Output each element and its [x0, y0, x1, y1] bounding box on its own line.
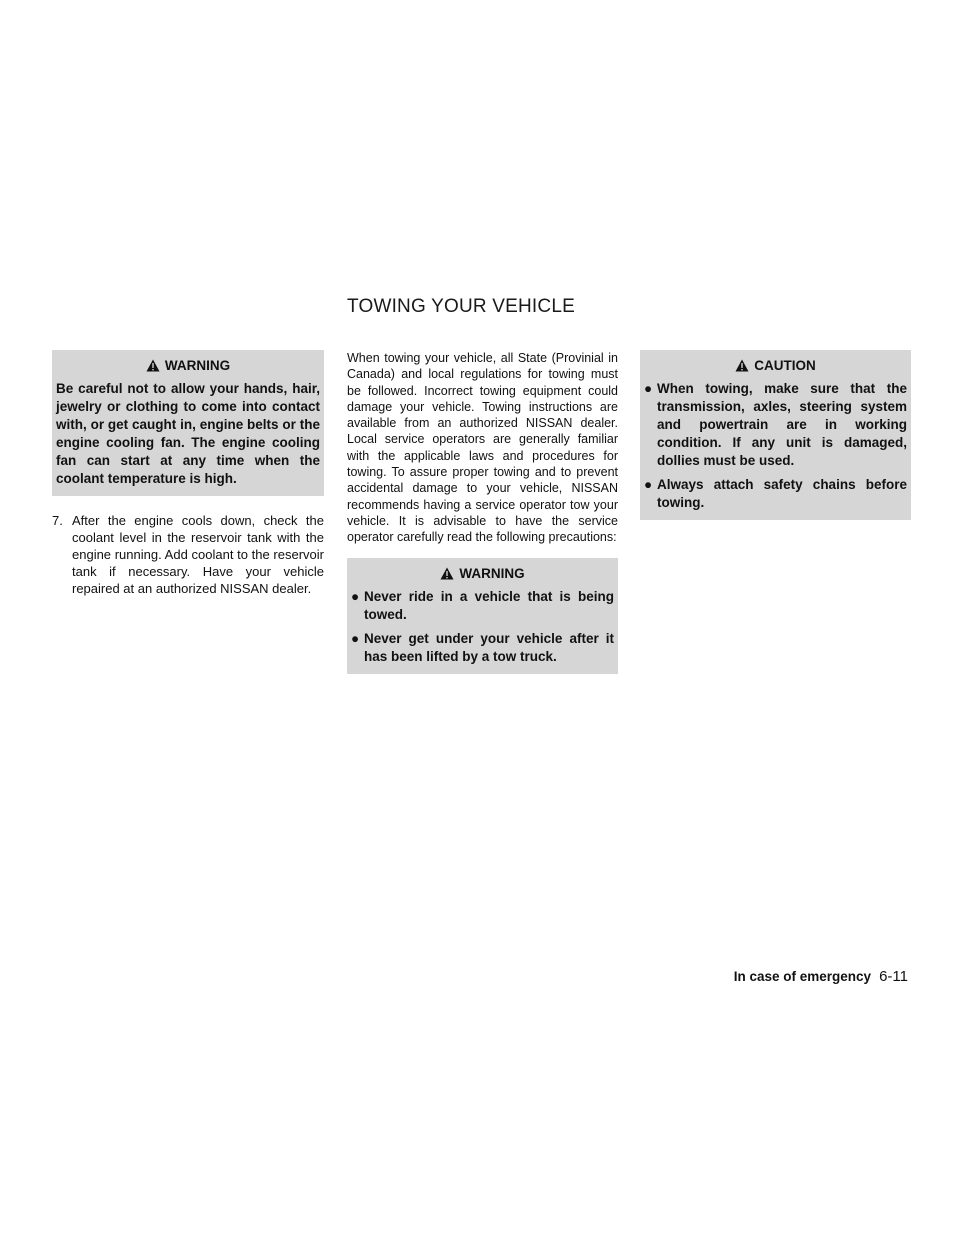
list-item: ● Always attach safety chains before towing. [644, 477, 907, 510]
column-middle [347, 350, 618, 674]
section-title: TOWING YOUR VEHICLE [347, 296, 575, 317]
column-right [640, 350, 911, 520]
bullet-icon: ● [351, 588, 360, 604]
step-text: After the engine cools down, check the coolant level in the reservoir tank with the engine running. Add coolant to the reservoir tank if necessary. Have your vehicle repaired at an authorized NISSAN dealer. [72, 513, 324, 596]
caution-heading [644, 358, 907, 373]
warning-heading-text: WARNING [459, 565, 525, 581]
warning-heading-text: WARNING [164, 358, 231, 373]
page-footer [734, 968, 908, 985]
bullet-icon: ● [644, 381, 653, 396]
step-item [52, 512, 324, 597]
list-item: ● Never get under your vehicle after it has been lifted by a tow truck. [351, 630, 614, 664]
warning-triangle-icon [440, 567, 454, 580]
caution-heading-text: CAUTION [754, 358, 816, 373]
warning-triangle-icon [735, 359, 749, 372]
page-number: 6-11 [879, 968, 908, 985]
warning-box-towing [347, 558, 618, 674]
towing-paragraph: When towing your vehicle, all State (Provinial in Canada) and local regulations for towing must be followed. Incorrect towing equipment could damage your vehicle. Towing instructions are available from an authorized NISSAN dealer. Local service operators are generally familiar with the applicable laws and procedures for towing. To assure proper towing and to prevent accidental damage to your vehicle, NISSAN recommends having a service operator tow your vehicle. It is advisable to have the service operator carefully read the following precautions: [347, 351, 618, 545]
step-number: 7. [52, 513, 63, 528]
chapter-label: In case of emergency [733, 969, 872, 984]
list-item: ● When towing, make sure that the transmission, axles, steering system and powertrain are in working condition. If any unit is damaged, dollies must be used. [644, 381, 907, 468]
bullet-icon: ● [644, 477, 653, 492]
warning-heading [351, 566, 614, 581]
column-left [52, 350, 324, 597]
bullet-icon: ● [351, 630, 360, 646]
warning-heading [56, 358, 320, 373]
caution-box [640, 350, 911, 520]
warning-text: Be careful not to allow your hands, hair, jewelry or clothing to come into contact with, or get caught in, engine belts or the engine cooling fan. The engine cooling fan can start at any time when the coolant temperature is high. [56, 381, 320, 486]
list-item: ● Never ride in a vehicle that is being towed. [351, 588, 614, 622]
warning-box-engine [52, 350, 324, 496]
warning-triangle-icon [146, 359, 160, 372]
